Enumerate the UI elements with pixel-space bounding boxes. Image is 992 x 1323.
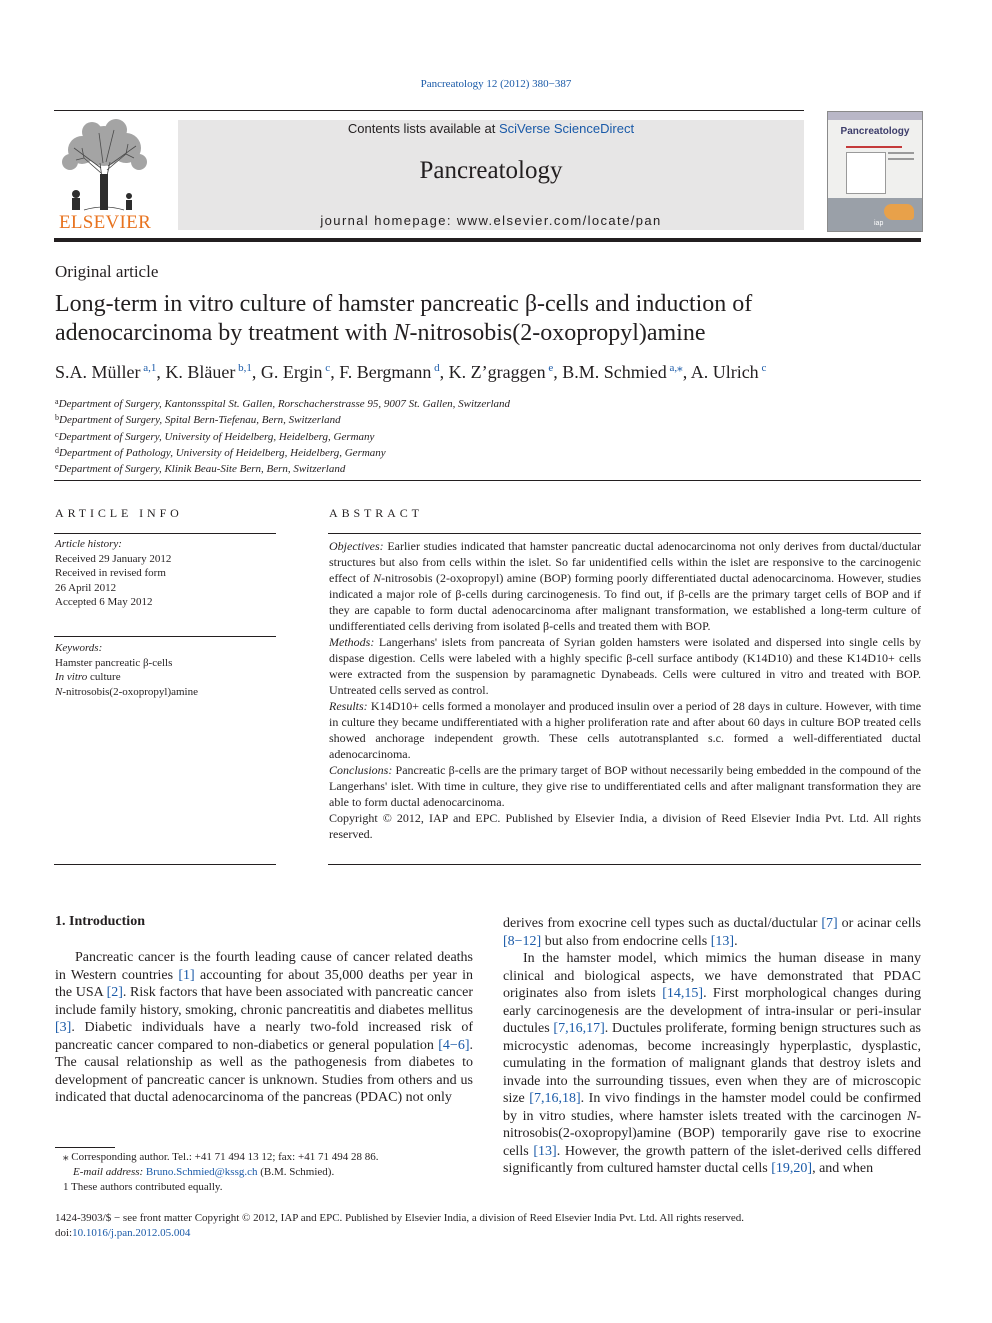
introduction-heading: 1. Introduction	[55, 914, 145, 929]
author-affiliation-marker[interactable]: a,1	[140, 362, 157, 374]
author-separator: ,	[251, 362, 261, 382]
article-history-block	[55, 537, 275, 610]
author-affiliation-marker[interactable]: e	[545, 362, 554, 374]
elsevier-tree-icon	[54, 118, 154, 214]
affiliation-key: c	[55, 429, 59, 439]
objectives-label: Objectives:	[329, 539, 384, 553]
doi-line	[55, 1226, 955, 1241]
citation-link[interactable]: [3]	[55, 1020, 72, 1035]
author-name: B.M. Schmied	[562, 362, 667, 382]
keywords-label: Keywords:	[55, 642, 103, 654]
affiliation-item	[55, 444, 755, 460]
author-list	[55, 361, 921, 383]
affiliation-text: Department of Surgery, Kantonsspital St. Gallen, Rorschacherstrasse 95, 9007 St. Gallen, Switzerland	[58, 398, 511, 410]
author-separator: ,	[330, 362, 340, 382]
history-line: Received in revised form	[55, 567, 166, 579]
citation-link[interactable]: [13]	[710, 933, 735, 949]
elsevier-wordmark: ELSEVIER	[58, 212, 152, 233]
methods-label: Methods:	[329, 635, 375, 649]
citation-link[interactable]: [2]	[106, 985, 123, 1000]
cover-text-line	[888, 152, 914, 154]
article-info-rule	[54, 533, 276, 534]
abstract-top-rule	[328, 533, 921, 534]
keyword-item: N-nitrosobis(2-oxopropyl)amine	[55, 685, 198, 698]
affiliation-key: b	[55, 413, 59, 423]
keyword-item: In vitro culture	[55, 671, 121, 683]
author-separator: ,	[439, 362, 449, 382]
bottom-publication-info	[55, 1211, 955, 1240]
citation-link[interactable]: [13]	[533, 1143, 557, 1159]
author-name: K. Bläuer	[165, 362, 236, 382]
italic-text: N	[906, 1108, 917, 1124]
doi-prefix: doi:	[55, 1226, 73, 1239]
author-affiliation-marker[interactable]: a,⁎	[666, 362, 683, 374]
conclusions-label: Conclusions:	[329, 763, 393, 777]
email-note	[55, 1165, 485, 1180]
affiliation-item	[55, 395, 755, 411]
affiliation-text: Department of Surgery, University of Heidelberg, Heidelberg, Germany	[58, 430, 375, 443]
cover-title: Pancreatology	[840, 126, 910, 137]
history-line: Received 29 January 2012	[55, 552, 172, 565]
corresponding-author-note: ⁎ Corresponding author. Tel.: +41 71 494 13 12; fax: +41 71 494 28 86.	[63, 1151, 379, 1163]
author-separator: ,	[682, 362, 691, 382]
author-separator: ,	[553, 362, 563, 382]
keywords-rule	[54, 636, 276, 637]
article-info-heading: ARTICLE INFO	[55, 506, 183, 520]
citation-link[interactable]: [14,15]	[662, 986, 704, 1001]
email-suffix: (B.M. Schmied).	[260, 1166, 335, 1178]
article-history-label: Article history:	[55, 538, 122, 550]
results-label: Results:	[329, 699, 368, 713]
author-name: A. Ulrich	[690, 362, 759, 382]
header-bottom-rule	[54, 238, 921, 242]
citation-link[interactable]: [7,16,18]	[529, 1091, 581, 1106]
keywords-block	[55, 641, 275, 699]
journal-reference-link[interactable]: Pancreatology 12 (2012) 380−387	[420, 78, 572, 90]
keyword-item: Hamster pancreatic β-cells	[55, 656, 173, 669]
email-link[interactable]: Bruno.Schmied@kssg.ch	[145, 1166, 258, 1178]
affiliation-key: a	[55, 397, 59, 406]
journal-title[interactable]: Pancreatology	[419, 157, 563, 184]
intro-paragraph: In the hamster model, which mimics the human disease in many clinical and biological aspects, we have demonstrated that PDAC originates also from islets [14,15]. First morphological changes during early carcinogenesis are the development of intra-insular or peri-insular ductules [7,16,17]. Ductules proliferate, forming benign structures such as microcystic adenomas, become increasingly hyperplastic, dysplastic, cumulating in the formation of malignant glands that destroy islets and invade into the surrounding tissues, even when they are of microscopic size [7,16,18]. In vivo findings in the hamster model could be confirmed by in vitro studies, where hamster islets treated with the carcinogen N-nitrosobis(2-oxopropyl)amine (BOP) temporarily gave rise to exocrine cells [13]. However, the growth pattern of the islet-derived cells differed significantly from cultured hamster ductal cells [19,20], and when	[503, 951, 922, 1176]
journal-banner	[178, 120, 804, 230]
author-separator: ,	[156, 362, 166, 382]
cover-top-band	[828, 112, 922, 120]
affiliation-item	[55, 428, 755, 444]
abstract-body	[329, 538, 921, 842]
citation-link[interactable]: [4−6]	[438, 1037, 470, 1053]
abstract-bottom-rule	[328, 864, 921, 865]
pancreas-illustration-icon	[884, 204, 914, 220]
objectives-text: Earlier studies indicated that hamster pancreatic ductal adenocarcinoma not only derives from ductal/ductular structures but also from cells within the islet. So far unidentified cells within the islet are responsive to the carcinogenic effect of N-nitrosobis (2-oxopropyl) amine (BOP) forming poorly differentiated ductal adenocarcinoma. However, studies indicated a major role of β-cells during carcinogenesis. To find out, if β-cells are the primary target cells of BOP and if they are capable to form ductal adenocarcinoma after malignant transformation, we established a long-term culture of undifferentiated cells deriving from isolated β-cells and treated them with BOP.	[329, 539, 922, 633]
author-affiliation-marker[interactable]: b,1	[235, 362, 252, 374]
equal-contribution-note: 1 These authors contributed equally.	[63, 1181, 223, 1193]
journal-homepage-link[interactable]: journal homepage: www.elsevier.com/locate/pan	[320, 213, 662, 228]
citation-link[interactable]: [19,20]	[771, 1161, 813, 1176]
article-title-part: Long-term in vitro culture of hamster pancreatic β-cells and induction of adenocarcinoma by treatment with	[55, 291, 753, 346]
section-divider	[54, 480, 921, 481]
author-name: G. Ergin	[260, 362, 323, 382]
sciencedirect-link[interactable]: SciVerse ScienceDirect	[498, 121, 635, 136]
citation-link[interactable]: [7,16,17]	[553, 1021, 605, 1036]
footnotes	[55, 1150, 485, 1195]
affiliation-key: e	[55, 462, 59, 472]
intro-left-column	[55, 949, 473, 1107]
methods-text: Langerhans' islets from pancreata of Syrian golden hamsters were isolated and dispersed into single cells by dispase digestion. Cells were labeled with a highly specific β-cell surface antibody (K14D10) and these K14D10+ cells were extracted from the suspension by paramagnetic Dynabeads. Cells were cultured in vitro and treated with BOP. Untreated cells served as control.	[329, 635, 922, 697]
contents-availability-line	[178, 121, 804, 136]
author-affiliation-marker[interactable]: c	[322, 362, 331, 374]
abstract-copyright: Copyright © 2012, IAP and EPC. Published by Elsevier India, a division of Reed Elsevier India Pvt. Ltd. All rights reserved.	[329, 811, 921, 841]
article-title-italic: N	[393, 320, 410, 346]
header-top-rule	[54, 110, 804, 111]
article-info-bottom-rule	[54, 864, 276, 865]
cover-figure	[846, 152, 886, 194]
affiliation-key: d	[55, 445, 59, 455]
author-name: S.A. Müller	[55, 362, 141, 382]
author-name: K. Z’graggen	[448, 362, 546, 382]
issn-copyright-line: 1424-3903/$ − see front matter Copyright © 2012, IAP and EPC. Published by Elsevier India, a division of Reed Elsevier India Pvt. Ltd. All rights reserved.	[55, 1212, 745, 1224]
cover-text-line	[888, 158, 914, 160]
citation-link[interactable]: [8−12]	[503, 933, 542, 949]
article-type-label: Original article	[55, 262, 159, 281]
affiliation-item	[55, 460, 755, 476]
affiliation-text: Department of Surgery, Klinik Beau-Site Bern, Bern, Switzerland	[58, 463, 346, 476]
email-label: E-mail address:	[73, 1166, 144, 1178]
abstract-results	[329, 698, 921, 762]
history-line: 26 April 2012	[55, 581, 117, 594]
cover-footer-text: iap	[874, 220, 884, 227]
citation-link[interactable]: [7]	[821, 916, 838, 931]
author-affiliation-marker[interactable]: c	[758, 362, 767, 374]
results-text: K14D10+ cells formed a monolayer and produced insulin over a period of 28 days in culture. However, with time in culture they became undifferentiated with a higher proliferation rate and after about 60 days in culture BOP treated cells showed anchorage independent growth. These cells autotransplanted s.c. formed a well-differentiated ductal adenocarcinoma.	[329, 699, 922, 761]
intro-paragraph: derives from exocrine cell types such as ductal/ductular [7] or acinar cells [8−12] but also from endocrine cells [13].	[503, 916, 921, 949]
affiliation-list	[55, 395, 755, 476]
intro-right-column	[503, 915, 921, 1178]
footnote-rule	[55, 1147, 115, 1148]
abstract-methods	[329, 634, 921, 698]
conclusions-text: Pancreatic β-cells are the primary target of BOP without necessarily being embedded in the compound of the Langerhans' islet. With time in culture, they give rise to undifferentiated cells and after malignant transformation they are able to form ductal adenocarcinoma.	[329, 763, 922, 809]
doi-link[interactable]: 10.1016/j.pan.2012.05.004	[72, 1226, 191, 1239]
abstract-conclusions	[329, 762, 921, 810]
journal-cover-thumbnail[interactable]	[827, 111, 923, 232]
affiliation-item	[55, 411, 755, 427]
article-title	[55, 290, 915, 348]
author-affiliation-marker[interactable]: d	[431, 362, 440, 374]
abstract-heading: ABSTRACT	[329, 506, 423, 520]
abstract-objectives	[329, 538, 921, 634]
intro-paragraph: Pancreatic cancer is the fourth leading cause of cancer related deaths in Western countries [1] accounting for about 35,000 deaths per year in the USA [2]. Risk factors that have been associated with pancreatic cancer include family history, smoking, chronic pancreatitis and diabetes mellitus [3]. Diabetic individuals have a nearly two-fold increased risk of pancreatic cancer compared to non-diabetics or general population [4−6]. The causal relationship as well as the pathogenesis from diabetes to development of pancreatic cancer is unknown. Studies from others and us indicated that ductal adenocarcinoma of the pancreas (PDAC) not only	[55, 950, 473, 1105]
author-name: F. Bergmann	[339, 362, 432, 382]
affiliation-text: Department of Surgery, Spital Bern-Tiefenau, Bern, Switzerland	[59, 414, 341, 427]
citation-link[interactable]: [1]	[178, 967, 195, 983]
article-title-part: -nitrosobis(2-oxopropyl)amine	[409, 320, 706, 346]
history-line: Accepted 6 May 2012	[55, 596, 153, 608]
cover-red-rule	[846, 146, 902, 148]
contents-prefix: Contents lists available at	[347, 121, 496, 136]
affiliation-text: Department of Pathology, University of Heidelberg, Heidelberg, Germany	[59, 446, 386, 459]
